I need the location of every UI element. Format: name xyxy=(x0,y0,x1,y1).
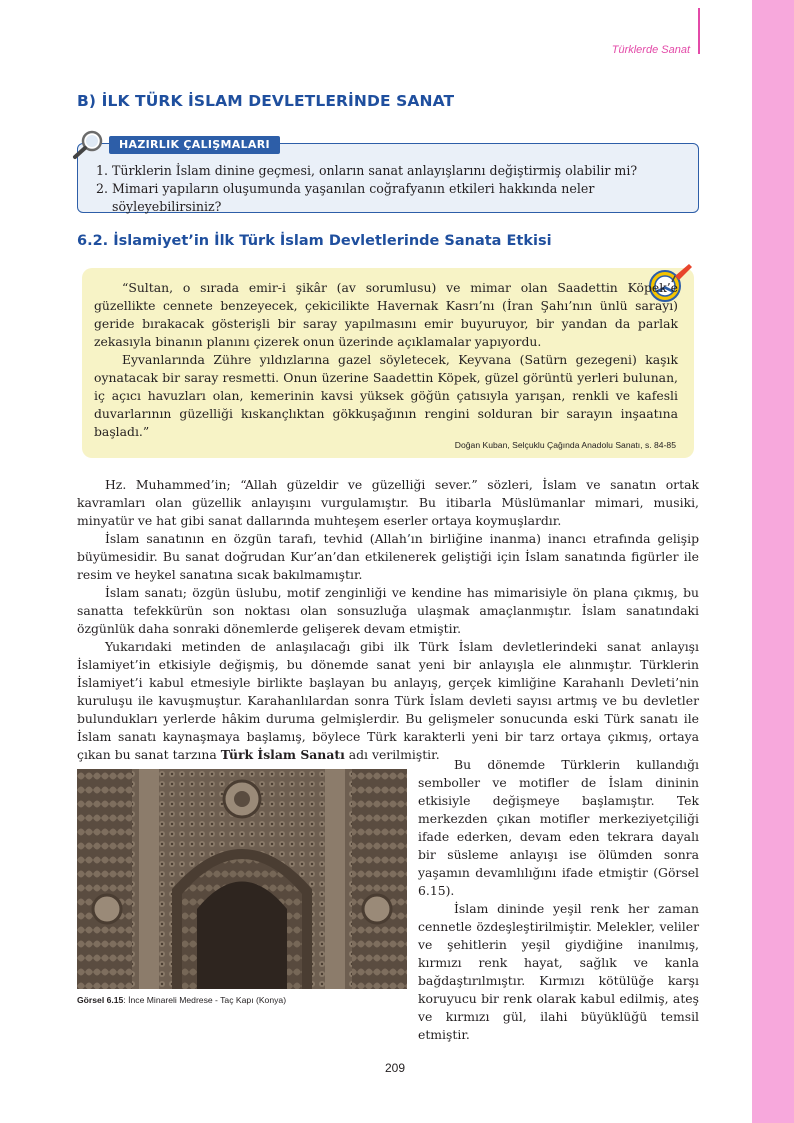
side-paragraph: İslam dininde yeşil renk her zaman cennetle özdeşleştirilmiştir. Melekler, veliler ve şehitlerin yeşil giydiğine inanılmış, kırmızı renk hayat, sağlık ve kanla bağdaştırılmıştır. Kırmızı kötülüğe karşı koruyucu bir renk olarak kabul edilmiş, ateş ve kırmızı gül, ilahi büyüklüğü temsil etmiştir. xyxy=(418,901,699,1042)
quote-paragraph: Eyvanlarında Zühre yıldızlarına gazel söyletecek, Keyvana (Satürn gezegeni) kaşık oynatacak bir saray resmetti. Onun üzerine Saadettin Köpek, güzel görüntü yerleri bulunan, iç açıcı havuzları olan, kemerinin kavsi yüksek göğün çatısıyla yarışan, renkli ve kafesli duvarlarının güzelliği kıskançlıktan gökkuşağının rengini solduran bir sarayın inşaatına başladı.” xyxy=(94,352,678,439)
question-text: Mimari yapıların oluşumunda yaşanılan coğrafyanın etkileri hakkında neler söyleyebilirsiniz? xyxy=(112,181,595,214)
key-term: Türk İslam Sanatı xyxy=(220,747,345,762)
figure-caption xyxy=(77,995,417,1005)
quote-text xyxy=(94,279,678,441)
question-number: 1. xyxy=(96,163,109,178)
side-paragraph: Bu dönemde Türklerin kullandığı semboller ve motifler de İslam dininin etkisiyle değişmeye başlamıştır. Tek merkezden çıkan motifler merkeziyetçiliği ifade ederken, devam eden tekrara dayalı bir süsleme anlayışı ise ölümden sonra yaşamın devamlılığını ifade etmiştir (Görsel 6.15). xyxy=(418,757,699,898)
side-text xyxy=(418,756,699,1044)
magnifier-icon xyxy=(72,128,108,160)
portal-photo xyxy=(77,769,407,989)
body-paragraph: Hz. Muhammed’in; “Allah güzeldir ve güzelliği sever.” sözleri, İslam ve sanatın ortak kavramları olan güzellik anlayışını vurgulamıştır. Bu itibarla Müslümanlar mimari, musiki, minyatür ve hat gibi sanat dallarında muhteşem eserler ortaya koymuşlardır. xyxy=(77,477,699,528)
body-text-run: adı verilmiştir. xyxy=(348,747,440,762)
portal-illustration xyxy=(77,769,407,989)
section-title: B) İLK TÜRK İSLAM DEVLETLERİNDE SANAT xyxy=(77,92,455,110)
prep-question-2 xyxy=(96,180,696,216)
side-color-band xyxy=(752,0,794,1123)
figure-label: Görsel 6.15 xyxy=(77,995,124,1005)
body-paragraph: İslam sanatının en özgün tarafı, tevhid (Allah’ın birliğine inanma) inancı etrafında gelişip büyümesidir. Bu sanat doğrudan Kur’an’dan etkilenerek geliştiği için İslam sanatında figürler ile resim ve heykel sanatına sıcak bakılmamıştır. xyxy=(77,531,699,582)
prep-label: HAZIRLIK ÇALIŞMALARI xyxy=(109,136,280,154)
header-divider xyxy=(698,8,700,54)
running-head: Türklerde Sanat xyxy=(611,44,690,56)
question-number: 2. xyxy=(96,181,109,196)
quote-source: Doğan Kuban, Selçuklu Çağında Anadolu Sanatı, s. 84-85 xyxy=(454,440,676,450)
body-paragraph xyxy=(77,638,699,764)
body-text-run: Yukarıdaki metinden de anlaşılacağı gibi ilk Türk İslam devletlerindeki sanat anlayışı İslamiyet’in etkisiyle değişmiş, bu dönemde sanat yeni bir anlayışla ele alınmıştır. Türklerin İslamiyet’i kabul etmesiyle birlikte başlayan bu anlayış, gerçek kimliğine Karahanlı Devleti’nin kuruluşu ile kavuşmuştur. Karahanlılardan sonra Türk İslam devleti sayısı artmış ve bu devletler bulundukları yerlerde hâkim duruma gelmişlerdir. Bu gelişmeler sonucunda eski Türk sanatı ile İslam sanatı kaynaşmaya başlamış, böylece Türk karakterli yeni bir tarz ortaya çıkmış, ortaya çıkan bu sanat tarzına xyxy=(77,639,699,762)
subheading: 6.2. İslamiyet’in İlk Türk İslam Devletlerinde Sanata Etkisi xyxy=(77,233,552,249)
quote-paragraph: “Sultan, o sırada emir-i şikâr (av sorumlusu) ve mimar olan Saadettin Köpek’e güzellikte cennete benzeyecek, çekicilikte Havernak Kasrı’nı (İran Şahı’nın ünlü sarayı) geride bırakacak gösterişli bir saray yapılmasını emir buyuruyor, bir yandan da parlak zekasıyla binanın planını çizerek onun üzerinde açıklamalar yapıyordu. xyxy=(94,280,678,349)
body-paragraph: İslam sanatı; özgün üslubu, motif zenginliği ve kendine has mimarisiyle ön plana çıkmış, bu sanatta tefekkürün son noktası olan sonsuzluğa ulaşmak amaçlanmıştır. İslam sanatındaki özgünlük daha sonraki dönemlerde gelişerek devam etmiştir. xyxy=(77,585,699,636)
prep-question-1 xyxy=(96,162,696,180)
question-text: Türklerin İslam dinine geçmesi, onların sanat anlayışlarını değiştirmiş olabilir mi? xyxy=(112,163,638,178)
body-text xyxy=(77,476,699,764)
prep-questions xyxy=(96,162,696,216)
page-number: 209 xyxy=(384,1061,406,1075)
figure-caption-text: : İnce Minareli Medrese - Taç Kapı (Konya) xyxy=(123,995,287,1005)
